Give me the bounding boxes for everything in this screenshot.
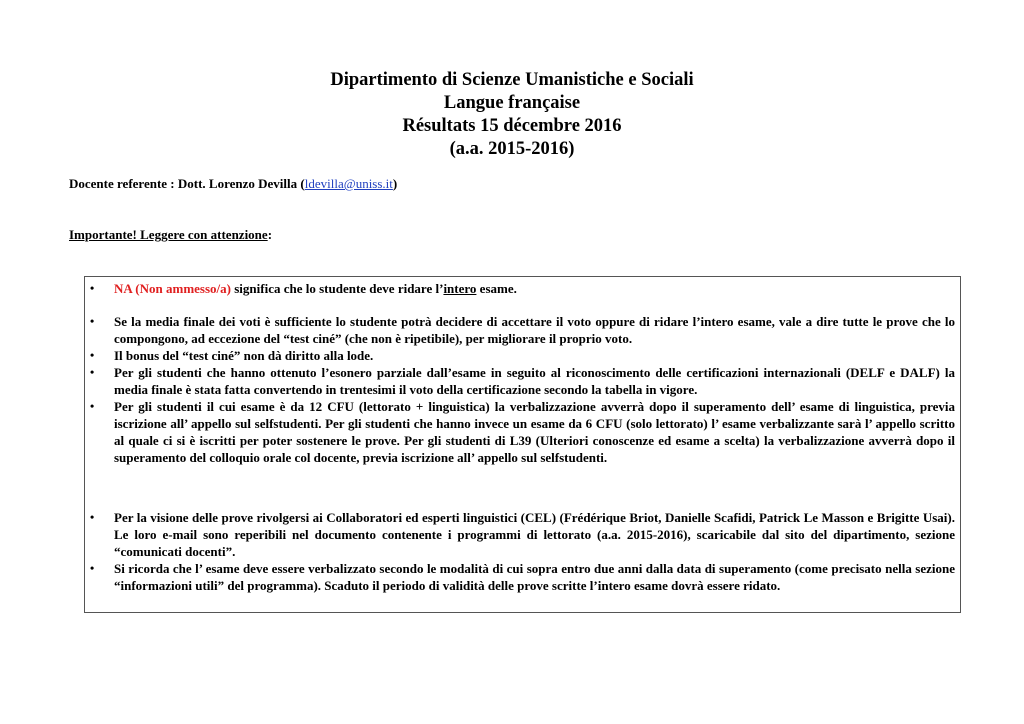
bullet-icon: • (90, 281, 95, 295)
docente-line (69, 176, 397, 192)
docente-email-link[interactable]: ldevilla@uniss.it (304, 176, 393, 191)
importante-label: Importante! Leggere con attenzione (69, 227, 268, 242)
results-title: Résultats 15 décembre 2016 (402, 116, 622, 136)
note-verbalizzazione-text: Per gli studenti il cui esame è da 12 CFU (lettorato + linguistica) la verbalizzazione avverrà dopo il superamento dell’ esame di linguistica, previa iscrizione all’ appello sul selfstudenti. Per gli studenti che hanno invece un esame da 6 CFU (solo lettorato) l’ esame verbalizzante sarà l’ appello scritto al quale ci si è iscritti per poter sostenere le prove. Per gli studenti di L39 (Ulteriori conoscenze ed esame a scelta) la verbalizzazione avverrà dopo il superamento del colloquio orale col docente, previa iscrizione all’ appello sul selfstudenti. (114, 399, 955, 465)
note-verbalizzazione (90, 398, 955, 466)
bullet-icon: • (90, 314, 95, 328)
docente-close: ) (392, 176, 398, 191)
note-visione-prove (90, 509, 955, 560)
bullet-icon: • (90, 561, 95, 575)
note-visione-prove-text: Per la visione delle prove rivolgersi ai Collaboratori ed esperti linguistici (CEL) (Frédérique Briot, Danielle Scafidi, Patrick Le Masson e Brigitte Usai). Le loro e-mail sono reperibili nel documento contenente i programmi di lettorato (a.a. 2015-2016), scaricabile dal sito del dipartimento, sezione “comunicati docenti”. (114, 510, 955, 559)
document-header (0, 69, 1024, 161)
note-na-intero: intero (443, 281, 477, 296)
docente-label: Docente referente : Dott. Lorenzo Devilla ( (69, 176, 305, 191)
note-scadenza-text: Si ricorda che l’ esame deve essere verbalizzato secondo le modalità di cui sopra entro due anni dalla data di superamento (come precisato nella sezione “informazioni utili” del programma). Scaduto il periodo di validità delle prove scritte l’intero esame dovrà essere ridato. (114, 561, 955, 593)
bullet-icon: • (90, 399, 95, 413)
na-label: NA (Non ammesso/a) (114, 281, 231, 296)
importante-colon: : (267, 227, 273, 242)
note-esonero-text: Per gli studenti che hanno ottenuto l’esonero parziale dall’esame in seguito al riconoscimento delle certificazioni internazionali (DELF e DALF) la media finale è stata fatta convertendo in trentesimi il voto della certificazione secondo la tabella in vigore. (114, 365, 955, 397)
course-title: Langue française (443, 93, 581, 113)
bullet-icon: • (90, 510, 95, 524)
notes-box (84, 276, 961, 613)
note-bonus (90, 347, 955, 364)
note-na (90, 280, 955, 297)
note-media-finale (90, 313, 955, 347)
department-title: Dipartimento di Scienze Umanistiche e Sociali (330, 70, 694, 90)
note-bonus-text: Il bonus del “test ciné” non dà diritto alla lode. (114, 348, 374, 363)
note-scadenza (90, 560, 955, 594)
bullet-icon: • (90, 365, 95, 379)
academic-year: (a.a. 2015-2016) (449, 139, 575, 159)
note-esonero (90, 364, 955, 398)
note-media-finale-text: Se la media finale dei voti è sufficiente lo studente potrà decidere di accettare il voto oppure di ridare l’intero esame, vale a dire tutte le prove che lo compongono, ad eccezione del “test ciné” (che non è ripetibile), per migliorare il proprio voto. (114, 314, 955, 346)
note-na-end: esame. (476, 281, 517, 296)
importante-heading (69, 227, 272, 243)
bullet-icon: • (90, 348, 95, 362)
note-na-text: significa che lo studente deve ridare l’ (231, 281, 444, 296)
